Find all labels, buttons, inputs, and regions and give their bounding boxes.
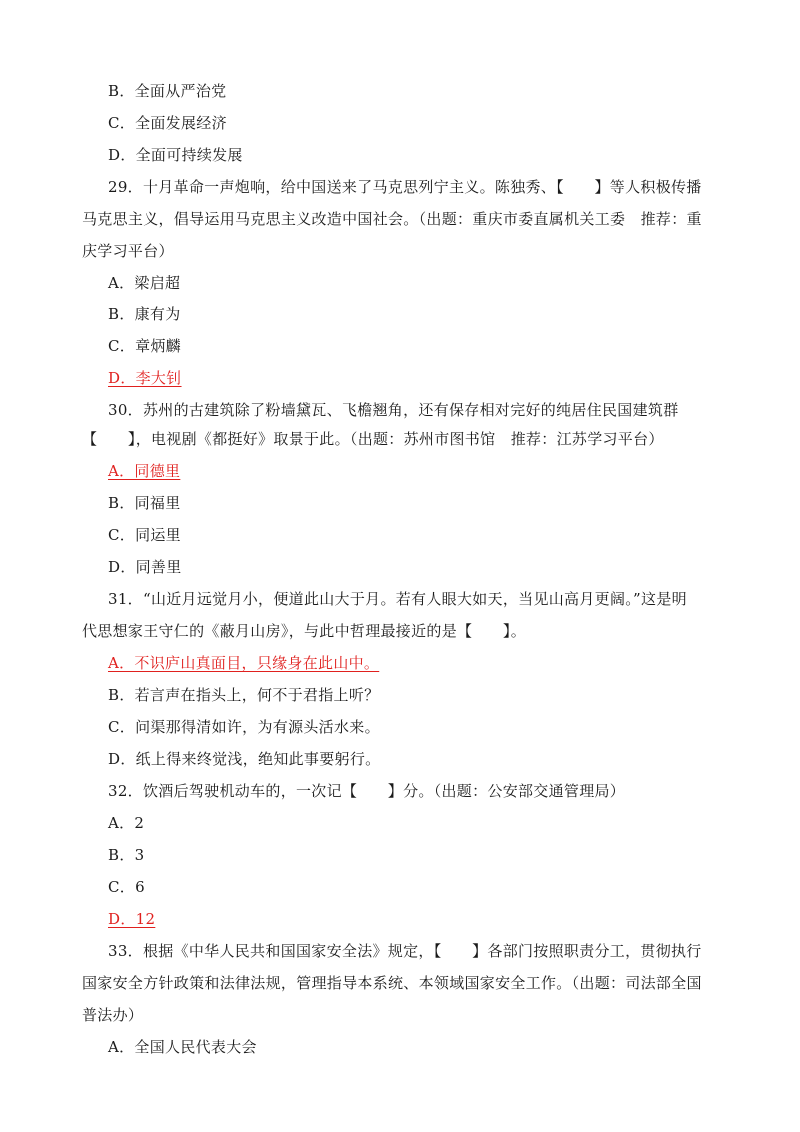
- answer-option: C．全面发展经济: [108, 114, 227, 132]
- answer-option: B．全面从严治党: [108, 82, 227, 100]
- question-text: 31．“山近月远觉月小，便道此山大于月。若有人眼大如天，当见山高月更阔。”这是明: [108, 590, 687, 608]
- answer-option: B．康有为: [108, 305, 181, 323]
- correct-answer-option: D．李大钊: [108, 369, 182, 387]
- question-text-continued: 国家安全方针政策和法律法规，管理指导本系统、本领域国家安全工作。（出题：司法部全国: [82, 974, 702, 992]
- answer-option: B．若言声在指头上，何不于君指上听？: [108, 686, 380, 704]
- answer-option: A．全国人民代表大会: [108, 1038, 257, 1056]
- answer-option: A．梁启超: [108, 274, 181, 292]
- answer-option: D．纸上得来终觉浅，绝知此事要躬行。: [108, 750, 381, 768]
- answer-option: C．6: [108, 878, 145, 896]
- answer-option: B．3: [108, 846, 145, 864]
- answer-option: C．同运里: [108, 526, 181, 544]
- question-text-continued: 庆学习平台）: [82, 242, 174, 260]
- answer-option: A．2: [108, 814, 145, 832]
- correct-answer-option: D．12: [108, 910, 156, 928]
- question-text-continued: 马克思主义，倡导运用马克思主义改造中国社会。（出题：重庆市委直属机关工委 推荐：重: [82, 210, 702, 228]
- answer-option: B．同福里: [108, 494, 181, 512]
- question-text-continued: 【 】，电视剧《都挺好》取景于此。（出题：苏州市图书馆 推荐：江苏学习平台）: [82, 430, 664, 448]
- question-text-continued: 代思想家王守仁的《蔽月山房》，与此中哲理最接近的是【 】。: [82, 622, 527, 640]
- answer-option: C．章炳麟: [108, 337, 181, 355]
- correct-answer-option: A．同德里: [108, 462, 181, 480]
- answer-option: C．问渠那得清如许，为有源头活水来。: [108, 718, 380, 736]
- question-text-continued: 普法办）: [82, 1006, 144, 1024]
- correct-answer-option: A．不识庐山真面目，只缘身在此山中。: [108, 654, 380, 672]
- question-text: 30．苏州的古建筑除了粉墙黛瓦、飞檐翘角，还有保存相对完好的纯居住民国建筑群: [108, 401, 679, 419]
- answer-option: D．同善里: [108, 558, 182, 576]
- answer-option: D．全面可持续发展: [108, 146, 243, 164]
- question-text: 29．十月革命一声炮响，给中国送来了马克思列宁主义。陈独秀、【 】等人积极传播: [108, 178, 702, 196]
- question-text: 32．饮酒后驾驶机动车的，一次记【 】分。（出题：公安部交通管理局）: [108, 782, 626, 800]
- question-text: 33．根据《中华人民共和国国家安全法》规定，【 】各部门按照职责分工，贯彻执行: [108, 942, 702, 960]
